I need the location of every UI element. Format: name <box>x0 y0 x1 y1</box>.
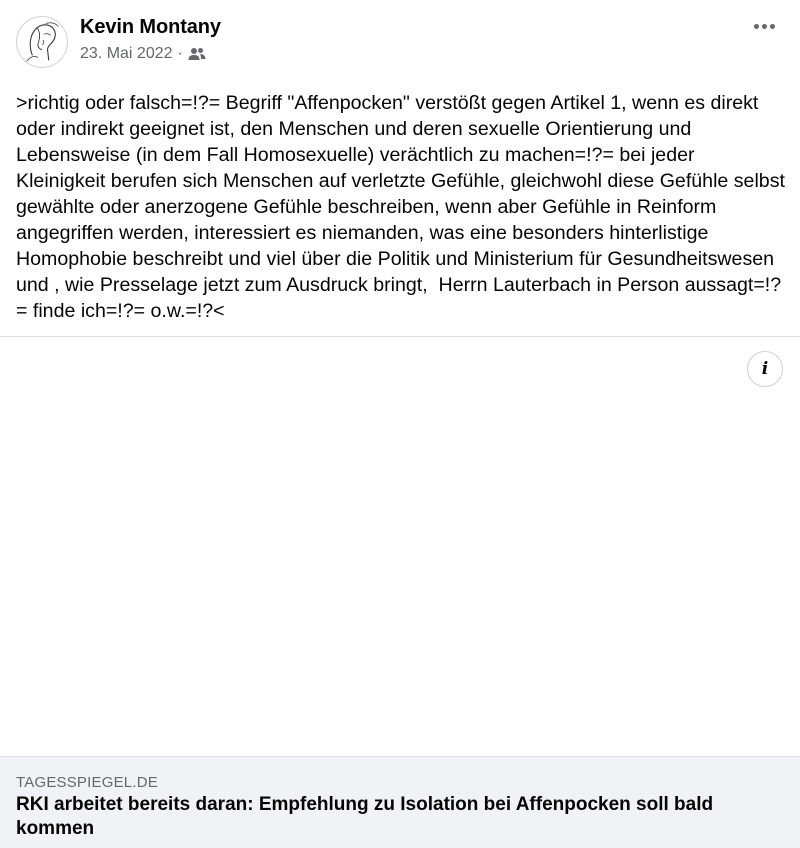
link-title[interactable]: RKI arbeitet bereits daran: Empfehlung zu Isolation bei Affenpocken soll bald kommen <box>16 794 714 839</box>
link-preview-image[interactable] <box>0 337 800 756</box>
post-text: >richtig oder falsch=!?= Begriff "Affenpocken" verstößt gegen Artikel 1, wenn es direkt oder indirekt geeignet ist, den Menschen und deren sexuelle Orientierung und Lebensweise (in dem Fall Homosexuelle) verächtlich zu machen=!?= bei jeder Kleinigkeit berufen sich Menschen auf verletzte Gefühle, gleichwohl diese Gefühle selbst gewählte oder anerzogene Gefühle beschreiben, wenn aber Gefühle in Reinform angegriffen werden, interessiert es niemanden, was eine besonders hinterlistige Homophobie beschreibt und viel über die Politik und Ministerium für Gesundheitswesen und , wie Presselage jetzt zum Ausdruck bringt, Herrn Lauterbach in Person aussagt=!?= finde ich=!?= o.w.=!?< <box>16 92 791 322</box>
profile-sketch-icon <box>17 17 67 67</box>
meta-separator: · <box>177 45 183 62</box>
author-name[interactable]: Kevin Montany <box>80 16 221 38</box>
post-date[interactable]: 23. Mai 2022 <box>80 45 173 62</box>
info-button[interactable] <box>747 351 783 387</box>
more-dot-icon <box>770 24 775 29</box>
more-options-button[interactable] <box>748 12 780 40</box>
post-header <box>0 0 800 80</box>
link-domain: TAGESSPIEGEL.DE <box>16 774 158 791</box>
friends-icon[interactable] <box>188 46 206 62</box>
link-preview-card[interactable] <box>0 756 800 848</box>
more-dot-icon <box>754 24 759 29</box>
more-dot-icon <box>762 24 767 29</box>
post-meta <box>80 45 206 63</box>
avatar[interactable] <box>16 16 68 68</box>
info-icon: i <box>761 359 769 379</box>
